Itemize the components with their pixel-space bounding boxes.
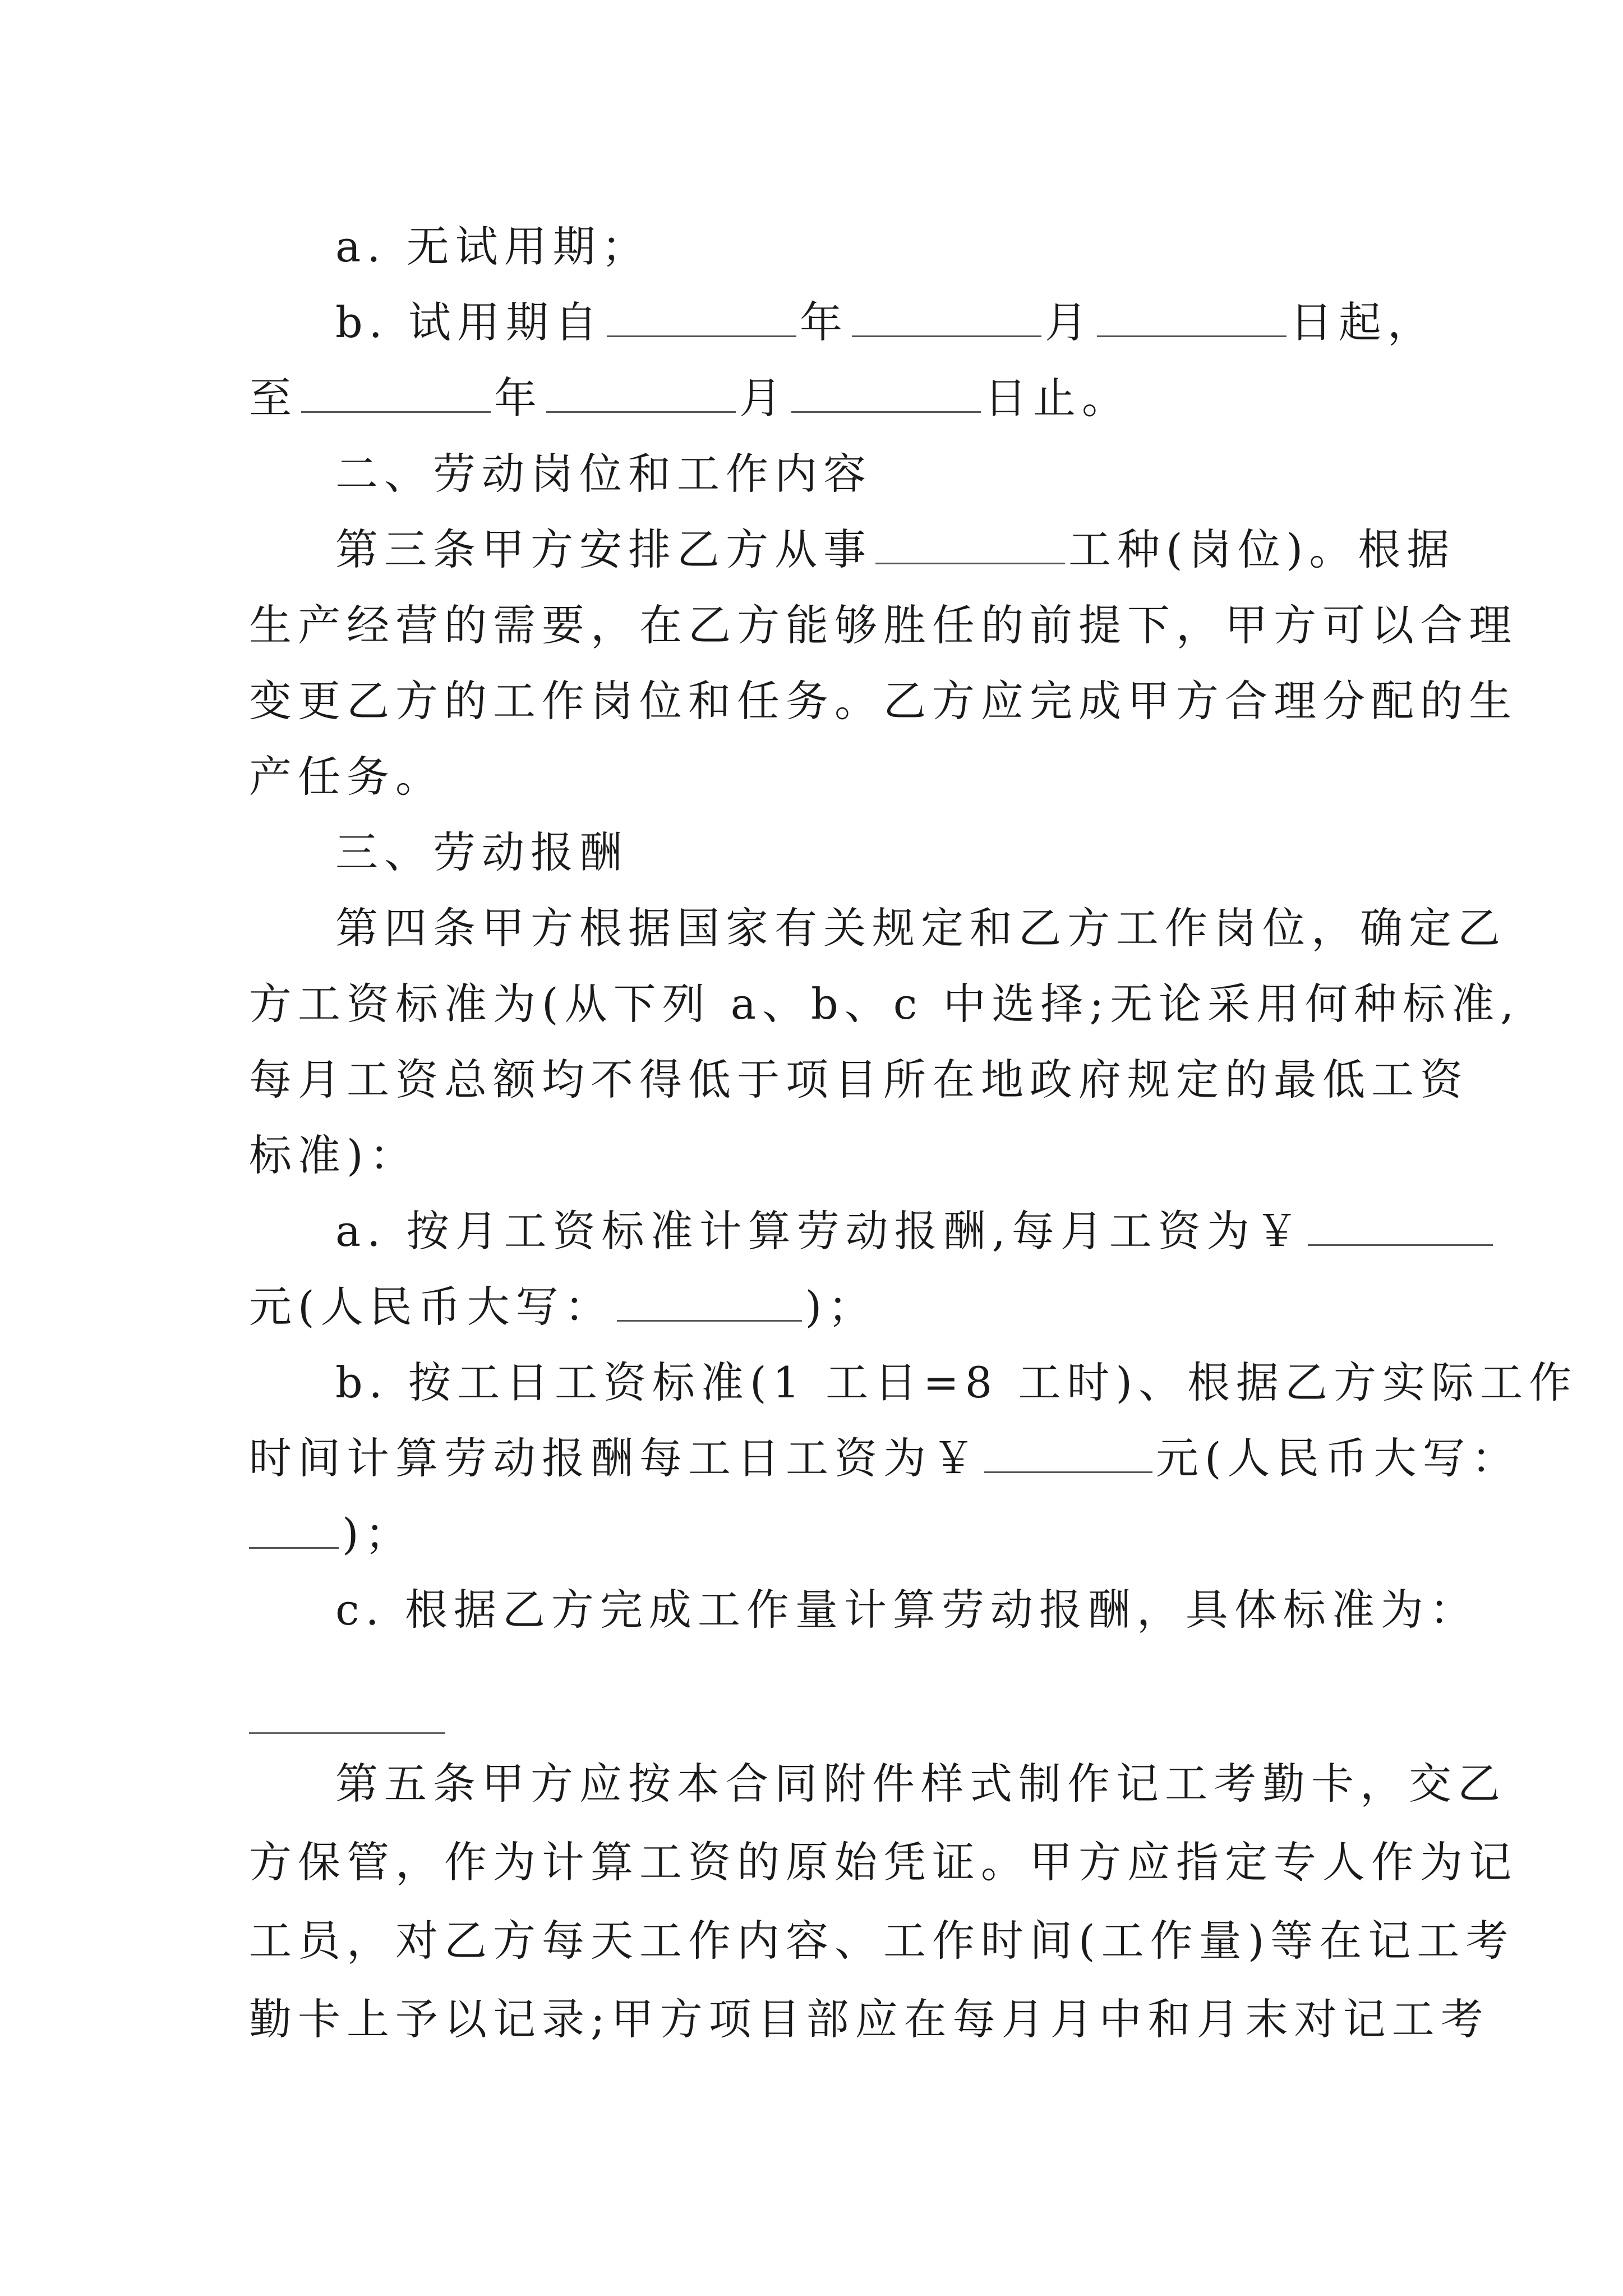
text-segment: 第五条甲方应按本合同附件样式制作记工考勤卡，交乙 — [335, 1759, 1506, 1809]
text-segment: 每月工资总额均不得低于项目所在地政府规定的最低工资 — [249, 1055, 1469, 1105]
wage-option-a-line-2 — [0, 1268, 1623, 1346]
article-4-line-1 — [0, 889, 1623, 968]
article-4-line-3 — [0, 1041, 1623, 1119]
wage-option-a-line-1 — [0, 1192, 1623, 1271]
section-heading-3 — [0, 813, 1623, 892]
text-segment: 工种(岗位)。根据 — [1068, 524, 1456, 574]
text-segment: 年 — [494, 373, 543, 423]
text-segment: 标准)： — [249, 1130, 418, 1180]
article-4-line-2 — [0, 965, 1623, 1043]
article-4-line-4 — [0, 1116, 1623, 1195]
blank-job-type-field[interactable] — [875, 528, 1065, 564]
article-5-line-4 — [0, 1980, 1623, 2059]
wage-option-b-line-3 — [0, 1495, 1623, 1573]
text-segment: b. 试用期自 — [335, 297, 603, 347]
probation-end — [0, 359, 1623, 438]
section-heading-2 — [0, 435, 1623, 513]
blank-day-field[interactable] — [791, 376, 981, 413]
text-segment: 产任务。 — [249, 752, 444, 802]
text-segment: 方保管，作为计算工资的原始凭证。甲方应指定专人作为记 — [249, 1837, 1518, 1887]
text-segment: 元(人民币大写： — [1156, 1433, 1520, 1483]
text-segment: 生产经营的需要，在乙方能够胜任的前提下，甲方可以合理 — [249, 600, 1518, 650]
article-3-line-4 — [0, 738, 1623, 816]
text-segment: 时间计算劳动报酬每工日工资为￥ — [249, 1433, 981, 1483]
article-3-line-2 — [0, 586, 1623, 665]
article-5-line-3 — [0, 1902, 1623, 1980]
text-segment: a. 无试用期； — [335, 222, 651, 272]
blank-daily-wage-field[interactable] — [984, 1437, 1152, 1473]
text-segment: a. 按月工资标准计算劳动报酬,每月工资为￥ — [335, 1206, 1304, 1256]
wage-option-b-line-1 — [0, 1343, 1623, 1422]
text-segment: c. 根据乙方完成工作量计算劳动报酬，具体标准为： — [335, 1585, 1478, 1635]
text-segment: 日止。 — [984, 373, 1131, 423]
text-segment: )； — [805, 1282, 877, 1332]
text-segment: 变更乙方的工作岗位和任务。乙方应完成甲方合理分配的生 — [249, 676, 1518, 726]
text-segment: b. 按工日工资标准(1 工日=8 工时)、根据乙方实际工作 — [335, 1358, 1578, 1407]
text-segment: 第四条甲方根据国家有关规定和乙方工作岗位，确定乙 — [335, 903, 1506, 953]
wage-option-b-line-2 — [0, 1419, 1623, 1498]
text-segment: 月 — [739, 373, 788, 423]
blank-year-field[interactable] — [607, 301, 796, 337]
blank-year-field[interactable] — [301, 376, 491, 413]
text-segment: 工员，对乙方每天工作内容、工作时间(工作量)等在记工考 — [249, 1916, 1515, 1966]
section-title: 三、劳动报酬 — [335, 827, 628, 877]
text-segment: 元(人民币大写： — [249, 1282, 614, 1332]
option-a-no-probation — [0, 208, 1623, 286]
text-segment: 至 — [249, 373, 298, 423]
text-segment: 年 — [799, 297, 849, 347]
blank-work-standard-field[interactable] — [249, 1732, 445, 1734]
text-segment: 勤卡上予以记录;甲方项目部应在每月月中和月末对记工考 — [249, 1994, 1490, 2044]
article-5-line-1 — [0, 1745, 1623, 1823]
blank-month-field[interactable] — [546, 376, 736, 413]
wage-option-c-line-1 — [0, 1571, 1623, 1649]
blank-amount-in-words-field[interactable] — [249, 1512, 339, 1549]
text-segment: )； — [342, 1509, 414, 1559]
article-5-line-2 — [0, 1823, 1623, 1902]
section-title: 二、劳动岗位和工作内容 — [335, 449, 872, 499]
blank-month-field[interactable] — [852, 301, 1041, 337]
text-segment: 第三条甲方安排乙方从事 — [335, 524, 872, 574]
blank-amount-in-words-field[interactable] — [617, 1285, 802, 1322]
blank-monthly-wage-field[interactable] — [1308, 1209, 1493, 1246]
article-3-line-3 — [0, 662, 1623, 740]
text-segment: 月 — [1044, 297, 1094, 347]
option-b-probation-start — [0, 283, 1623, 362]
article-3-line-1 — [0, 510, 1623, 589]
text-segment: 方工资标准为(从下列 a、b、c 中选择;无论采用何种标准, — [249, 979, 1520, 1029]
blank-day-field[interactable] — [1097, 301, 1287, 337]
text-segment: 日起， — [1289, 297, 1436, 347]
